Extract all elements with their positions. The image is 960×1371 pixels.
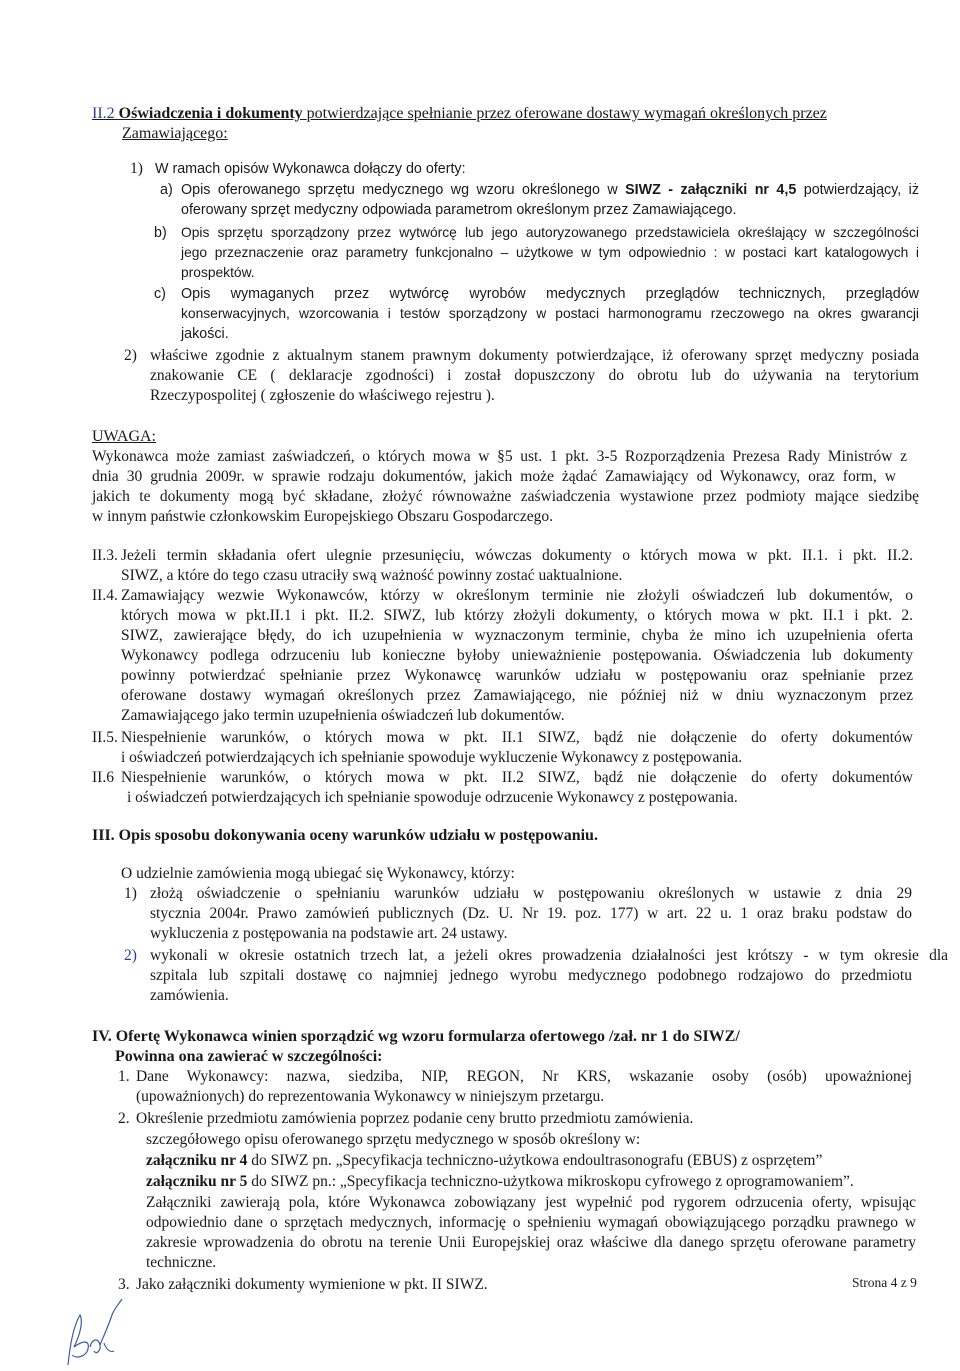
section-2-4-line-7: Zamawiającego jako termin uzupełnienia oświadczeń lub dokumentów. bbox=[121, 707, 565, 724]
section-title-bold: Oświadczenia i dokumenty bbox=[118, 105, 303, 122]
section-2-5-number: II.5. bbox=[92, 729, 118, 746]
section-3-item-2-line-1: wykonali w okresie ostatnich trzech lat, a jeżeli okres prowadzenia działalności jest krótszy - w tym okresie dla bbox=[150, 947, 948, 964]
section-2-6-line-2: i oświadczeń potwierdzających ich spełnianie spowoduje odrzucenie Wykonawcy z postępowania. bbox=[127, 789, 738, 806]
section-2-2-heading bbox=[92, 104, 827, 124]
section-2-4-line-5: powinny potwierdzać spełnianie przez Wykonawcę warunków udziału w postępowaniu oraz spełnianie przez bbox=[121, 667, 913, 684]
section-title-end: określonych przez bbox=[710, 105, 827, 122]
section-2-5-line-1: Niespełnienie warunków, o których mowa w pkt. II.1 SIWZ, bądź nie dołączenie do oferty dokumentów bbox=[121, 729, 913, 746]
section-2-6-line-1: Niespełnienie warunków, o których mowa w pkt. II.2 SIWZ, bądź nie dołączenie do oferty dokumentów bbox=[121, 769, 913, 786]
section-4-item-1-line-1: Dane Wykonawcy: nazwa, siedziba, NIP, REGON, Nr KRS, wskazanie osoby (osób) upoważnionej bbox=[136, 1068, 912, 1085]
attachment-5-label: załączniku nr 5 bbox=[146, 1173, 248, 1190]
page-number: Strona 4 z 9 bbox=[852, 1275, 917, 1290]
section-2-3-line-2: SIWZ, a które do tego czasu utraciły swą ważność powinny zostać uaktualnione. bbox=[121, 567, 623, 584]
attachment-4-line: załączniku nr 4 do SIWZ pn. „Specyfikacja techniczno-użytkowa endoultrasonografu (EBUS) z osprzętem” bbox=[146, 1152, 823, 1169]
item-2-number: 2) bbox=[124, 347, 137, 364]
item-1c-line-3: jakości. bbox=[181, 326, 229, 342]
section-4-subheading: Powinna ona zawierać w szczególności: bbox=[115, 1048, 383, 1065]
section-3-item-1-line-2: stycznia 2004r. Prawo zamówień publicznych (Dz. U. Nr 19. poz. 177) w art. 22 u. 1 oraz braku podstaw do bbox=[150, 905, 912, 922]
uwaga-line-1: Wykonawca może zamiast zaświadczeń, o których mowa w §5 ust. 1 pkt. 3-5 Rozporządzenia Prezesa Rady Ministrów z bbox=[92, 448, 907, 465]
uwaga-line-3: jakich te dokumenty mogą być składane, złożyć równoważne zaświadczenia wystawione przez podmioty mające siedzibę bbox=[92, 488, 919, 505]
item-1b-line-3: prospektów. bbox=[181, 265, 255, 280]
item-2-line-3: Rzeczypospolitej ( zgłoszenie do właściwego rejestru ). bbox=[150, 387, 495, 404]
section-4-item-1-number: 1. bbox=[118, 1068, 130, 1085]
item-1a-line-1: Opis oferowanego sprzętu medycznego wg wzoru określonego w SIWZ - załączniki nr 4,5 potwierdzający, iż bbox=[181, 182, 919, 198]
section-2-4-line-4: Wykonawcy podlega odrzuceniu lub konieczne byłoby unieważnienie postępowania. Oświadczenia lub dokumenty bbox=[121, 647, 913, 664]
section-4-item-1-line-2: (upoważnionych) do reprezentowania Wykonawcy w niniejszym przetargu. bbox=[136, 1088, 605, 1105]
section-4-item-2-tail-4: techniczne. bbox=[146, 1254, 217, 1271]
item-2-line-2: znakowanie CE ( deklaracje zgodności) i został dopuszczony do obrotu lub do używania na terytorium bbox=[150, 367, 919, 384]
item-1a-label: a) bbox=[160, 182, 173, 198]
section-2-3-line-1: Jeżeli termin składania ofert ulegnie przesunięciu, wówczas dokumenty o których mowa w pkt. II.1. i pkt. II.2. bbox=[121, 547, 913, 564]
section-3-intro: O udzielnie zamówienia mogą ubiegać się Wykonawcy, którzy: bbox=[121, 865, 515, 882]
item-1c-line-2: konserwacyjnych, wzorcowania i testów sporządzony w postaci harmonogramu rzeczowego na okres gwarancji bbox=[181, 306, 919, 321]
section-4-item-2-number: 2. bbox=[118, 1110, 130, 1127]
uwaga-line-4: w innym państwie członkowskim Europejskiego Obszaru Gospodarczego. bbox=[92, 508, 554, 525]
item-1c-label: c) bbox=[154, 286, 166, 302]
section-4-item-2-line-1: Określenie przedmiotu zamówienia poprzez podanie ceny brutto przedmiotu zamówienia. bbox=[136, 1110, 694, 1127]
item-1a-line-2: oferowany sprzęt medyczny odpowiada parametrom określonym przez Zamawiającego. bbox=[181, 202, 737, 218]
attachment-5-line: załączniku nr 5 do SIWZ pn.: „Specyfikacja techniczno-użytkowa mikroskopu cyfrowego z oprogramowaniem”. bbox=[146, 1173, 854, 1190]
item-1-intro: W ramach opisów Wykonawca dołączy do oferty: bbox=[155, 161, 466, 177]
item-1b-line-1: Opis sprzętu sporządzony przez wytwórcę lub jego autoryzowanego przedstawiciela określający w szczególności bbox=[181, 225, 919, 240]
section-2-2-heading-cont: Zamawiającego: bbox=[122, 125, 228, 142]
section-3-item-1-line-1: złożą oświadczenie o spełnianiu warunków udziału w postępowaniu określonych w ustawie z dnia 29 bbox=[150, 885, 912, 902]
section-3-item-2-line-2: szpitala lub szpitali dostawę co najmniej jednego wyrobu medycznego podobnego rodzajowo do przedmiotu bbox=[150, 967, 912, 984]
section-2-6-number: II.6 bbox=[92, 769, 114, 786]
section-4-item-2-tail-2: odpowiednio dane o sprzętach medycznych, informację o spełnieniu wymagań obowiązującego porządku prawnego w bbox=[146, 1214, 916, 1231]
item-1-number: 1) bbox=[130, 160, 143, 177]
section-2-4-line-6: oferowane dostawy wymagań określonych przez Zamawiającego, nie później niż w dniu wyznaczonym przez bbox=[121, 687, 913, 704]
section-3-item-2-line-3: zamówienia. bbox=[150, 987, 229, 1004]
section-2-4-line-3: SIWZ, zawierające błędy, do ich uzupełnienia w wyznaczonym terminie, chyba że mino ich uzupełnienia oferta bbox=[121, 627, 913, 644]
item-1b-label: b) bbox=[154, 225, 167, 241]
section-3-item-2-number: 2) bbox=[124, 947, 137, 964]
section-4-item-3-text: Jako załączniki dokumenty wymienione w pkt. II SIWZ. bbox=[136, 1276, 488, 1293]
section-3-item-1-number: 1) bbox=[124, 885, 137, 902]
item-1b-line-2: jego przeznaczenie oraz parametry funkcjonalno – użytkowe w tym odpowiednio : w postaci kart katalogowych i bbox=[181, 245, 919, 260]
section-title-mid: potwierdzające spełnianie przez oferowane dostawy wymagań bbox=[306, 105, 707, 122]
section-4-item-3-number: 3. bbox=[118, 1276, 130, 1293]
section-3-heading: III. Opis sposobu dokonywania oceny warunków udziału w postępowaniu. bbox=[92, 827, 598, 844]
section-4-item-2-line-2: szczegółowego opisu oferowanego sprzętu medycznego w sposób określony w: bbox=[146, 1131, 641, 1148]
uwaga-line-2: dnia 30 grudnia 2009r. w sprawie rodzaju dokumentów, jakich może żądać Zamawiający od Wykonawcy, oraz form, w bbox=[92, 468, 896, 485]
item-2-line-1: właściwe zgodnie z aktualnym stanem prawnym dokumenty potwierdzające, iż oferowany sprzęt medyczny posiada bbox=[150, 347, 919, 364]
section-2-4-line-2: których mowa w pkt.II.1 i pkt. II.2. SIWZ, lub którzy złożyli dokumenty, o których mowa w pkt. II.1 i pkt. 2. bbox=[121, 607, 913, 624]
section-2-3-number: II.3. bbox=[92, 547, 118, 564]
section-4-item-2-tail-1: Załączniki zawierają pola, które Wykonawca zobowiązany jest wypełnić pod rygorem odrzucenia oferty, wpisując bbox=[146, 1194, 916, 1211]
section-2-5-line-2: i oświadczeń potwierdzających ich spełnianie spowoduje wykluczenie Wykonawcy z postępowania. bbox=[121, 749, 743, 766]
section-number: II.2 bbox=[92, 105, 115, 122]
section-2-4-number: II.4. bbox=[92, 587, 118, 604]
item-1c-line-1: Opis wymaganych przez wytwórcę wyrobów medycznych przeglądów technicznych, przeglądów bbox=[181, 286, 919, 302]
section-3-item-1-line-3: wykluczenia z postępowania na podstawie art. 24 ustawy. bbox=[150, 925, 508, 942]
section-2-4-line-1: Zamawiający wezwie Wykonawców, którzy w określonym terminie nie złożyli oświadczeń lub dokumentów, o bbox=[121, 587, 913, 604]
attachment-4-label: załączniku nr 4 bbox=[146, 1152, 248, 1169]
uwaga-heading: UWAGA: bbox=[92, 428, 156, 445]
section-4-heading: IV. Ofertę Wykonawca winien sporządzić wg wzoru formularza ofertowego /zał. nr 1 do SIWZ/ bbox=[92, 1028, 740, 1045]
section-4-item-2-tail-3: zakresie wprowadzenia do obrotu na terenie Unii Europejskiej oraz właściwe dla danego sprzętu oferowane parametry bbox=[146, 1234, 916, 1251]
siwz-attachments-ref: SIWZ - załączniki nr 4,5 bbox=[625, 182, 797, 198]
handwritten-initials bbox=[60, 1295, 130, 1371]
